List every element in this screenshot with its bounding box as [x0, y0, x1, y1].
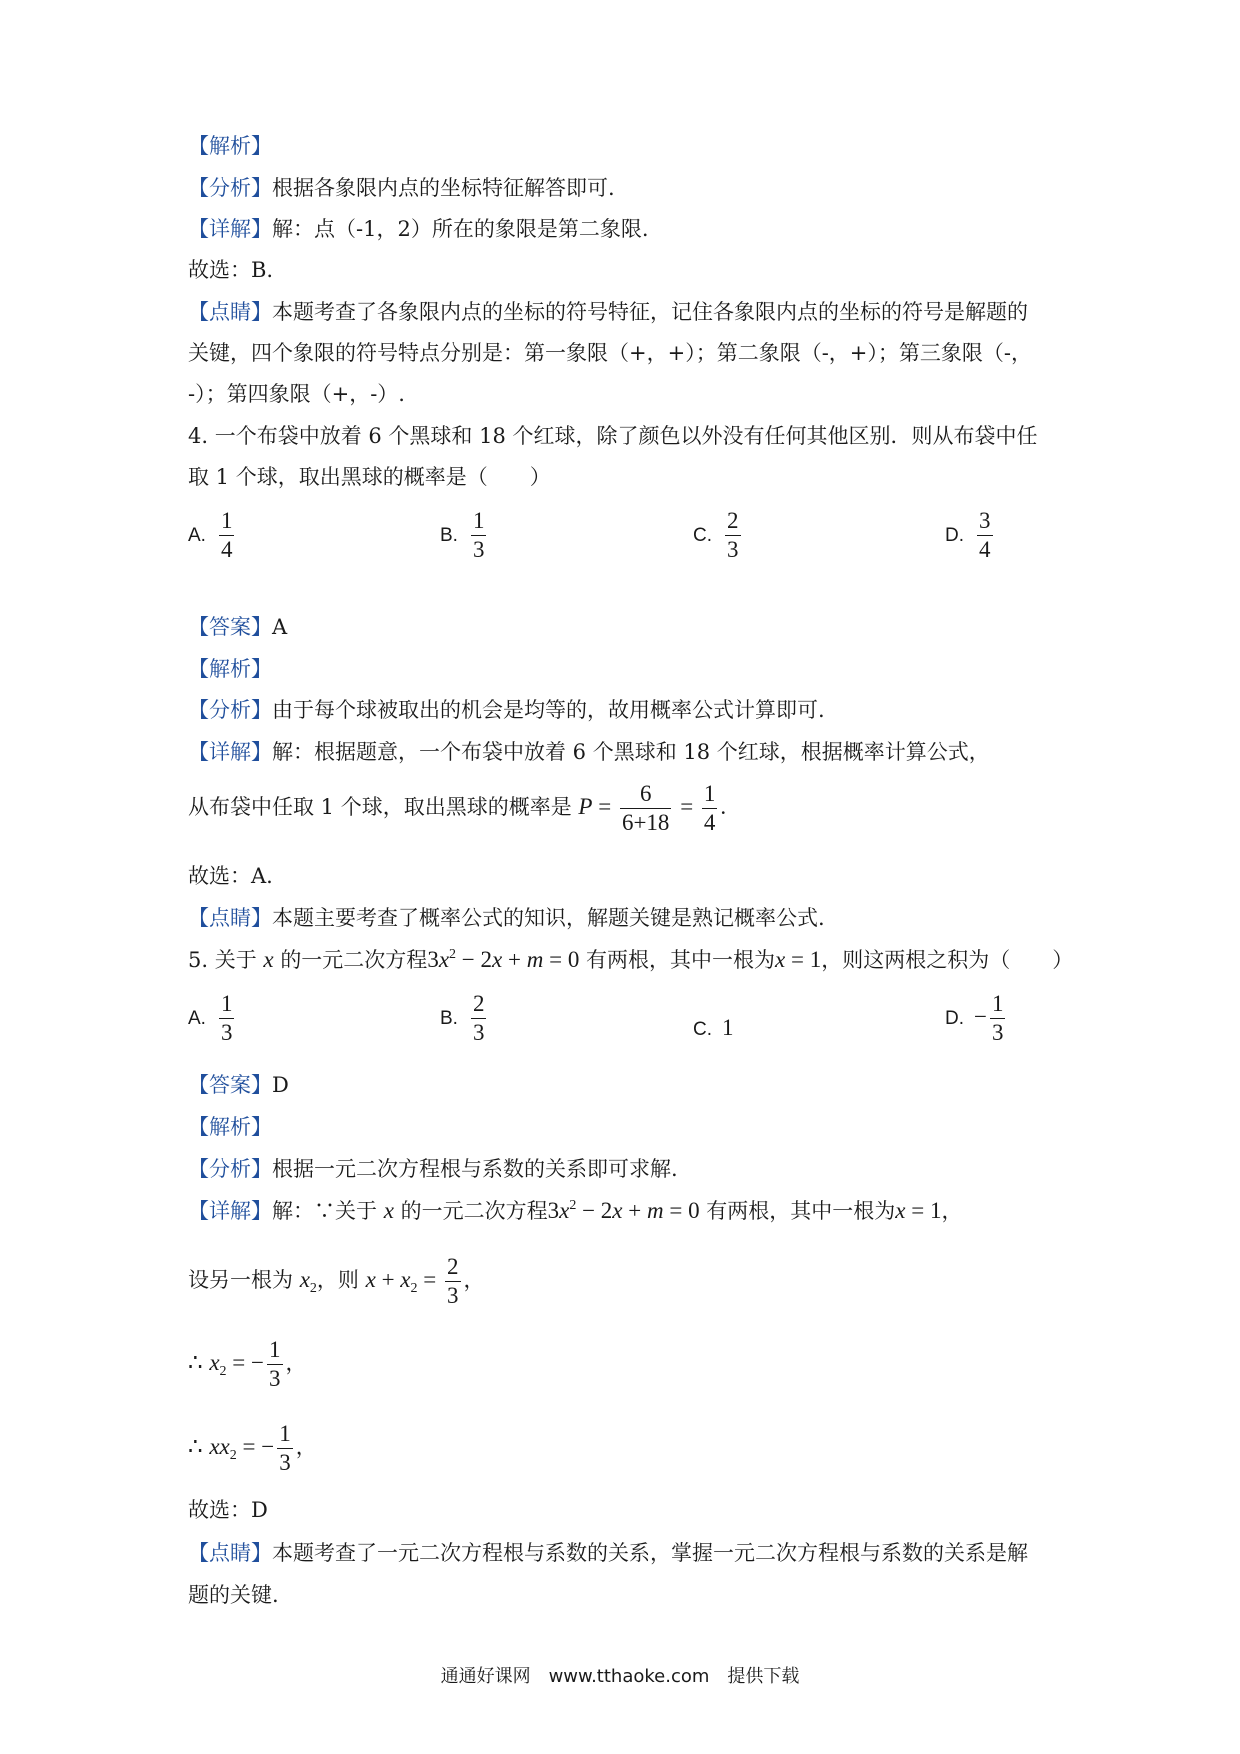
q5-option-b: B. $\frac{2}{3}$	[440, 991, 485, 1045]
fraction-denominator: 3	[220, 1020, 233, 1045]
answer-line: 【答案】A	[188, 615, 288, 639]
analysis-line: 【分析】由于每个球被取出的机会是均等的，故用概率公式计算即可.	[188, 698, 825, 722]
set-root-line: 设另一根为 $x_2$，则 $x + x_2$ = $\frac{2}{3}$ ，	[188, 1254, 485, 1308]
section-tag-jiexi: 【解析】	[188, 134, 272, 158]
fraction	[219, 990, 235, 1047]
fraction-denominator: 4	[220, 537, 233, 562]
fraction	[277, 1420, 293, 1477]
q5-option-a: A. $\frac{1}{3}$	[188, 991, 233, 1045]
fraction-numerator: 1	[703, 781, 716, 806]
answer-line: 【答案】D	[188, 1073, 289, 1097]
fraction	[977, 507, 993, 564]
q4-option-d: D. $\frac{3}{4}$	[945, 508, 991, 562]
fraction-numerator: 1	[279, 1421, 291, 1446]
choice-line: 故选：B.	[188, 258, 274, 282]
remark-line-2: 题的关键.	[188, 1583, 279, 1607]
fraction	[990, 990, 1006, 1047]
q4-option-b: B. $\frac{1}{3}$	[440, 508, 485, 562]
product-line: ∴ $xx_2$ = − $\frac{1}{3}$ ，	[188, 1421, 317, 1475]
fraction-denominator: 3	[279, 1450, 291, 1475]
section-tag-jiexi: 【解析】	[188, 657, 272, 681]
choice-line: 故选：D	[188, 1498, 268, 1522]
fraction-numerator: 1	[220, 508, 233, 533]
fraction-numerator: 3	[979, 508, 991, 533]
fraction	[620, 780, 671, 837]
fraction-denominator: 3	[269, 1366, 281, 1391]
choice-line: 故选：A.	[188, 864, 273, 888]
question-4-stem-2: 取 1 个球，取出黑球的概率是（ ）	[188, 465, 551, 489]
fraction-denominator: 3	[472, 537, 485, 562]
fraction-numerator: 1	[269, 1337, 281, 1362]
analysis-line: 【分析】根据一元二次方程根与系数的关系即可求解.	[188, 1157, 678, 1181]
analysis-line: 【分析】根据各象限内点的坐标特征解答即可.	[188, 176, 615, 200]
section-tag-jiexi: 【解析】	[188, 1115, 272, 1139]
fraction-numerator: 2	[447, 1254, 459, 1279]
fraction-numerator: 1	[472, 508, 485, 533]
remark-line: 【点睛】本题考查了一元二次方程根与系数的关系，掌握一元二次方程根与系数的关系是解	[188, 1541, 1028, 1565]
fraction-denominator: 3	[447, 1283, 459, 1308]
fraction	[725, 507, 741, 564]
question-5-stem: 5. 关于 x 的一元二次方程$3x^2 - 2x + m = 0$ 有两根，其中一根为x = 1，则这两根之积为（ ）	[188, 947, 1074, 972]
fraction-denominator: 3	[727, 537, 739, 562]
fraction-denominator: 6+18	[621, 810, 670, 835]
fraction-numerator: 1	[991, 991, 1004, 1016]
footer-source: 通通好课网 www.tthaoke.com 提供下载	[440, 1666, 800, 1687]
probability-line: 从布袋中任取 1 个球，取出黑球的概率是 P = $\frac{6}{6+18}$ = $\frac{1}{4}$ .	[188, 781, 727, 835]
fraction	[445, 1253, 461, 1310]
remark-line-2: 关键，四个象限的符号特点分别是：第一象限（+，+）；第二象限（-，+）；第三象限（-，	[188, 341, 1032, 365]
detail-line: 【详解】解：点（-1，2）所在的象限是第二象限.	[188, 217, 649, 241]
fraction-denominator: 4	[979, 537, 991, 562]
question-4-stem: 4. 一个布袋中放着 6 个黑球和 18 个红球，除了颜色以外没有任何其他区别．则从布袋中任	[188, 424, 1038, 448]
q5-option-c: C. 1	[693, 1015, 734, 1040]
fraction-numerator: 2	[727, 508, 739, 533]
q4-option-a: A. $\frac{1}{4}$	[188, 508, 233, 562]
fraction-denominator: 4	[703, 810, 716, 835]
detail-line: 【详解】解：根据题意，一个布袋中放着 6 个黑球和 18 个红球，根据概率计算公式，	[188, 740, 990, 764]
fraction	[471, 507, 487, 564]
fraction-numerator: 6	[639, 781, 652, 806]
detail-line: 【详解】解：∵关于 x 的一元二次方程$3x^2 - 2x + m = 0$ 有两根，其中一根为x = 1，	[188, 1198, 963, 1223]
fraction	[471, 990, 487, 1047]
remark-line-3: -）；第四象限（+，-）.	[188, 382, 405, 406]
remark-line: 【点睛】本题主要考查了概率公式的知识，解题关键是熟记概率公式.	[188, 906, 825, 930]
fraction	[702, 780, 718, 837]
fraction-numerator: 2	[472, 991, 485, 1016]
q4-option-c: C. $\frac{2}{3}$	[693, 508, 739, 562]
fraction-denominator: 3	[472, 1020, 485, 1045]
x2-line: ∴ $x_2$ = − $\frac{1}{3}$ ，	[188, 1337, 307, 1391]
fraction-denominator: 3	[991, 1020, 1004, 1045]
remark-line: 【点睛】本题考查了各象限内点的坐标的符号特征，记住各象限内点的坐标的符号是解题的	[188, 300, 1028, 324]
fraction	[219, 507, 235, 564]
fraction	[267, 1336, 283, 1393]
q5-option-d: D. − $\frac{1}{3}$	[945, 991, 1004, 1045]
fraction-numerator: 1	[220, 991, 233, 1016]
